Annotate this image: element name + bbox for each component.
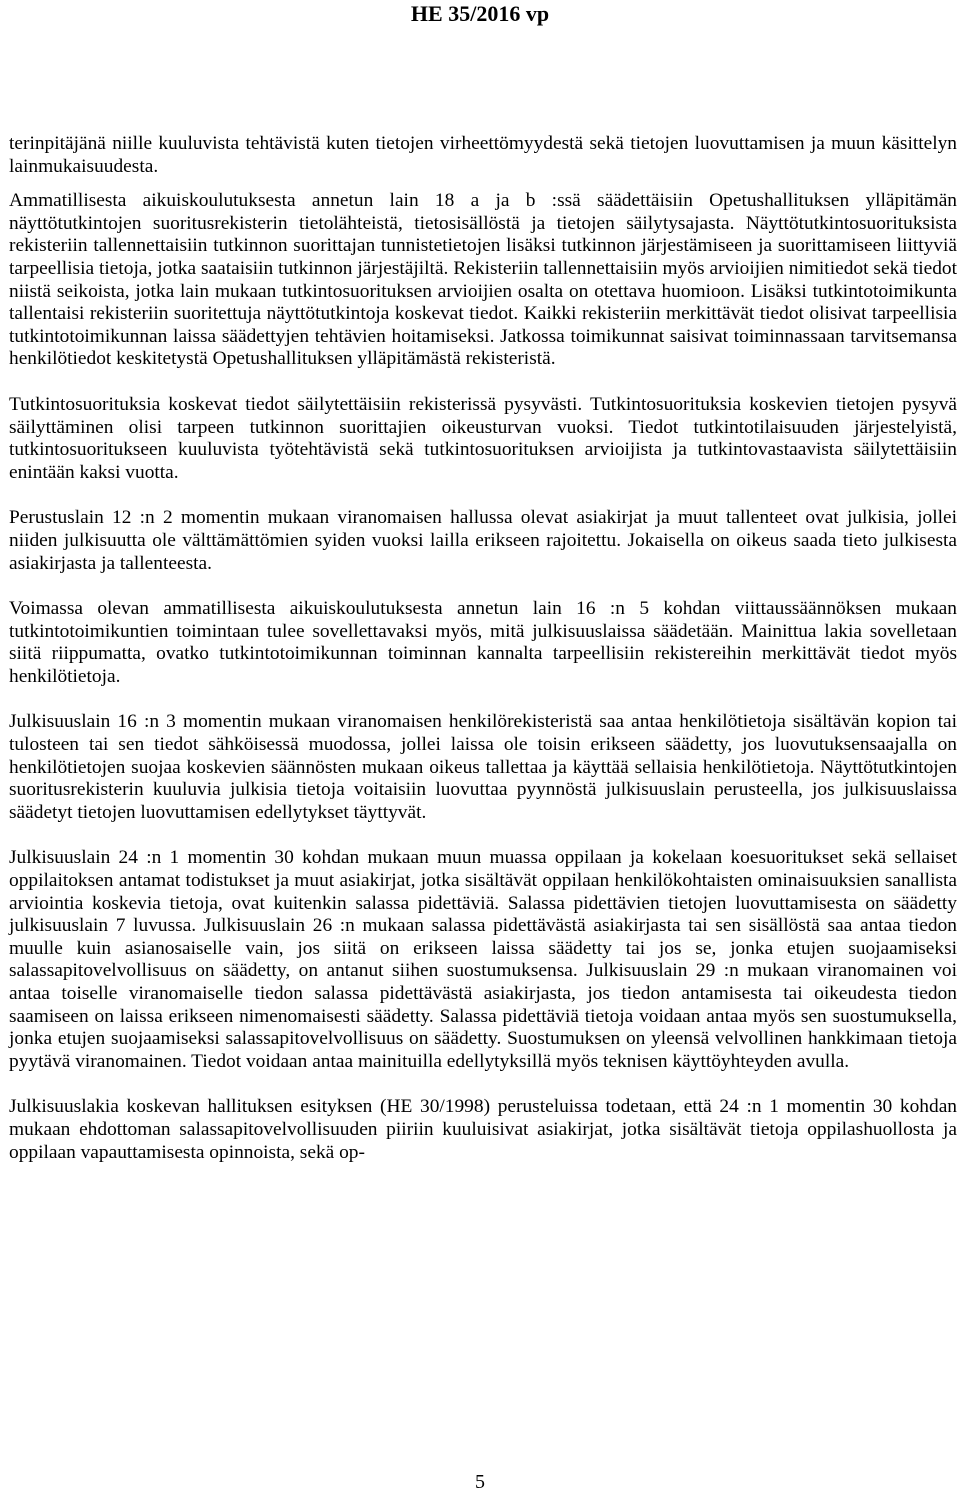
paragraph-4: Perustuslain 12 :n 2 momentin mukaan viranomaisen hallussa olevat asiakirjat ja muut tallenteet ovat julkisia, jollei niiden julkisuutta ole välttämättömien syiden vuoksi lailla erikseen rajoitettu. Jokaisella on oikeus saada tieto julkisesta asiakirjasta ja tallenteesta. <box>9 507 957 574</box>
document-id: HE 35/2016 vp <box>410 1 550 26</box>
paragraph-1: terinpitäjänä niille kuuluvista tehtävistä kuten tietojen virheettömyydestä sekä tietojen luovuttamisen ja muun käsittelyn lainmukaisuudesta. <box>9 133 957 177</box>
paragraph-6: Julkisuuslain 16 :n 3 momentin mukaan viranomaisen henkilörekisteristä saa antaa henkilötietoja sisältävän kopion tai tulosteen tai sen tiedot sähköisessä muodossa, jollei laissa ole toisin erikseen säädetty, jos luovutuksensaajalla on henkilötietojen suojaa koskevien säännösten mukaan oikeus tallettaa ja käyttää sellaisia henkilötietoja. Näyttötutkintojen suoritusrekisterin kuuluvia julkisia tietoja voitaisiin luovuttaa pyynnöstä julkisuuslain perusteella, jos julkisuuslaissa säädetyt tietojen luovuttamisen edellytykset täyttyvät. <box>9 711 957 823</box>
document-body <box>9 133 957 1187</box>
paragraph-5: Voimassa olevan ammatillisesta aikuiskoulutuksesta annetun lain 16 :n 5 kohdan viittaussäännöksen mukaan tutkintotoimikuntien toimintaan tulee sovellettavaksi myös, mitä julkisuuslaissa säädetään. Mainittua lakia sovelletaan siitä riippumatta, ovatko tutkintotoimikunnan toiminnan kannalta tarpeellisiin rekistereihin merkittävät tiedot myös henkilötietoja. <box>9 598 957 687</box>
paragraph-8: Julkisuuslakia koskevan hallituksen esityksen (HE 30/1998) perusteluissa todetaan, että 24 :n 1 momentin 30 kohdan mukaan ehdottoman salassapitovelvollisuuden piiriin kuuluisivat asiakirjat, jotka sisältävät tietoja oppilashuollosta ja oppilaan vapauttamisesta opinnoista, sekä op- <box>9 1096 957 1163</box>
page-number: 5 <box>475 1471 485 1493</box>
document-header <box>0 0 960 30</box>
paragraph-2: Ammatillisesta aikuiskoulutuksesta annetun lain 18 a ja b :ssä säädettäisiin Opetushallituksen ylläpitämän näyttötutkintojen suoritusrekisterin tietolähteistä, tietosisällöstä ja tietojen säilytysajasta. Näyttötutkintosuorituksista rekisteriin tallennettaisiin tutkinnon suorittajan tunnistetietojen lisäksi tutkinnon järjestämiseen ja suorittamiseen liittyviä tarpeellisia tietoja, jotka saataisiin tutkinnon järjestäjiltä. Rekisteriin tallennettaisiin myös arvioijien nimitiedot sekä tiedot niistä seikoista, jotka lain mukaan tutkintosuorituksen arvioijien osalta on otettava huomioon. Lisäksi tutkintotoimikunta tallentaisi rekisteriin suoritettuja näyttötutkintoja koskevat tiedot. Kaikki rekisteriin merkittävät tiedot olisivat tarpeellisia tutkintotoimikunnan laissa säädettyjen tehtävien hoitamiseksi. Jatkossa toimikunnat saisivat toiminnassaan tarvitsemansa henkilötiedot keskitetystä Opetushallituksen ylläpitämästä rekisteristä. <box>9 190 957 370</box>
paragraph-7: Julkisuuslain 24 :n 1 momentin 30 kohdan mukaan muun muassa oppilaan ja kokelaan koesuoritukset sekä sellaiset oppilaitoksen antamat todistukset ja muut asiakirjat, jotka sisältävät oppilaan henkilökohtaisten ominaisuuksien sanallista arviointia koskevia tietoja, ovat kuitenkin salassa pidettäviä. Salassa pidettävien tietojen luovuttamisesta on säädetty julkisuuslain 7 luvussa. Julkisuuslain 26 :n mukaan salassa pidettävästä asiakirjasta tai sen sisällöstä saa antaa tiedon muulle kuin asianosaiselle vain, jos siitä on erikseen laissa säädetty tai jos se, jonka etujen suojaamiseksi salassapitovelvollisuus on säädetty, on antanut siihen suostumuksensa. Julkisuuslain 29 :n mukaan viranomainen voi antaa toiselle viranomaiselle tiedon salassa pidettävästä asiakirjasta, jos tiedon antamisesta tai oikeudesta tiedon saamiseen on laissa erikseen nimenomaisesti säädetty. Salassa pidettäviä tietoja voidaan antaa myös sen suostumuksella, jonka etujen suojaamiseksi salassapitovelvollisuus on säädetty. Suostumuksen on yleensä velvollinen hankkimaan tietoja pyytävä viranomainen. Tiedot voidaan antaa mainituilla edellytyksillä myös teknisen käyttöyhteyden avulla. <box>9 847 957 1072</box>
paragraph-3: Tutkintosuorituksia koskevat tiedot säilytettäisiin rekisterissä pysyvästi. Tutkintosuorituksia koskevien tietojen pysyvä säilyttäminen olisi tarpeen tutkinnon suorittajien oikeusturvan vuoksi. Tiedot tutkintotilaisuuden järjestelyistä, tutkintosuoritukseen kuuluvista työtehtävistä sekä tutkintosuorituksen arvioijista ja tutkintovastaavista säilytettäisiin enintään kaksi vuotta. <box>9 393 957 483</box>
